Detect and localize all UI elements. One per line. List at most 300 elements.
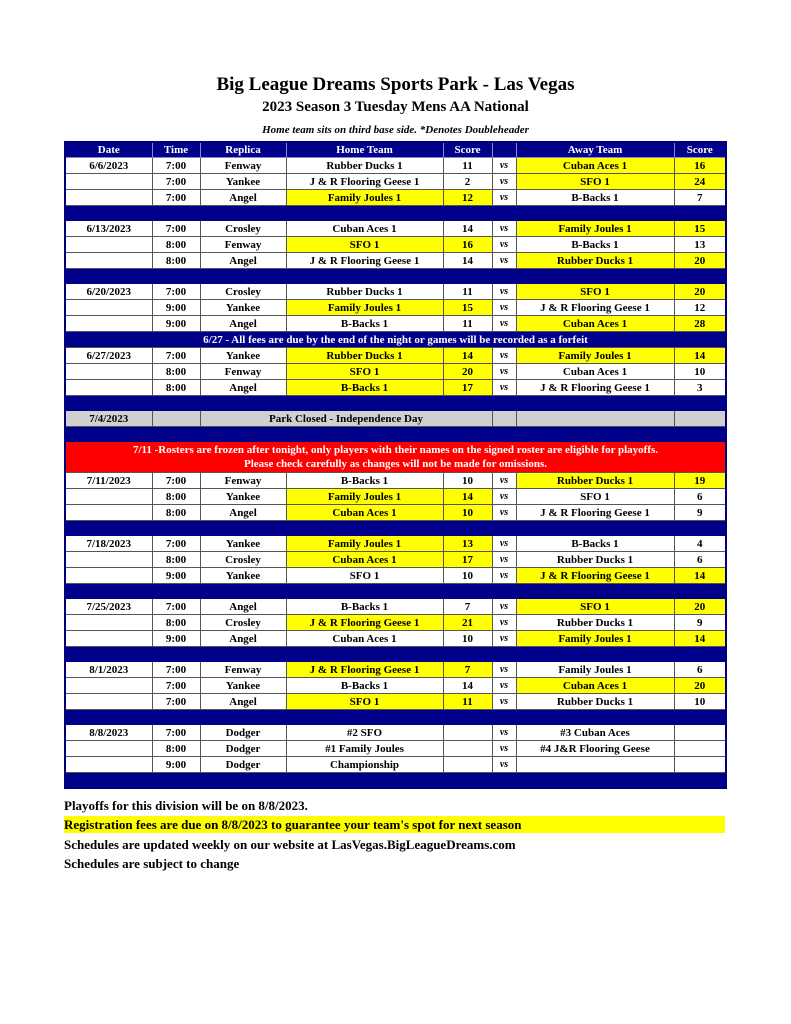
game-row	[65, 678, 726, 694]
separator-cell	[492, 206, 516, 221]
game-date: 6/6/2023	[65, 158, 152, 174]
away-team	[516, 757, 674, 773]
home-team: B-Backs 1	[286, 473, 443, 489]
game-row	[65, 631, 726, 647]
home-score: 14	[443, 678, 492, 694]
away-team: B-Backs 1	[516, 536, 674, 552]
separator-cell	[286, 521, 443, 536]
away-score: 28	[674, 316, 726, 332]
vs-label: vs	[492, 505, 516, 521]
away-team: J & R Flooring Geese 1	[516, 380, 674, 396]
separator-cell	[443, 396, 492, 411]
game-row	[65, 174, 726, 190]
away-team: Rubber Ducks 1	[516, 552, 674, 568]
game-row	[65, 253, 726, 269]
separator-cell	[152, 269, 200, 284]
away-team: Family Joules 1	[516, 348, 674, 364]
separator-cell	[492, 710, 516, 725]
home-team: Family Joules 1	[286, 489, 443, 505]
game-replica: Fenway	[200, 237, 286, 253]
separator-cell	[65, 269, 152, 284]
fee-notice: 6/27 - All fees are due by the end of the night or games will be recorded as a forfeit	[65, 332, 726, 348]
vs-label: vs	[492, 284, 516, 300]
game-time: 7:00	[152, 348, 200, 364]
separator-cell	[200, 647, 286, 662]
game-date	[65, 237, 152, 253]
game-time: 7:00	[152, 536, 200, 552]
home-team: J & R Flooring Geese 1	[286, 662, 443, 678]
separator-cell	[152, 396, 200, 411]
separator-cell	[443, 584, 492, 599]
game-date	[65, 253, 152, 269]
separator-cell	[65, 773, 152, 789]
game-row	[65, 300, 726, 316]
away-score: 16	[674, 158, 726, 174]
away-score: 4	[674, 536, 726, 552]
playoffs-note: Playoffs for this division will be on 8/8/2023.	[64, 798, 308, 813]
separator-cell	[492, 773, 516, 789]
game-replica: Crosley	[200, 552, 286, 568]
schedule-body	[65, 158, 726, 789]
away-score: 7	[674, 190, 726, 206]
game-row	[65, 741, 726, 757]
separator-cell	[674, 396, 726, 411]
home-score: 11	[443, 158, 492, 174]
separator-cell	[516, 710, 674, 725]
vs-label: vs	[492, 536, 516, 552]
away-team: Family Joules 1	[516, 662, 674, 678]
game-replica: Yankee	[200, 348, 286, 364]
separator-cell	[674, 773, 726, 789]
game-row	[65, 221, 726, 237]
separator-cell	[286, 269, 443, 284]
home-team: Rubber Ducks 1	[286, 284, 443, 300]
home-team: Rubber Ducks 1	[286, 348, 443, 364]
home-team: Cuban Aces 1	[286, 505, 443, 521]
home-score: 7	[443, 599, 492, 615]
game-date	[65, 190, 152, 206]
vs-label: vs	[492, 380, 516, 396]
schedule-table	[64, 141, 727, 789]
fee-notice-row	[65, 332, 726, 348]
game-row	[65, 662, 726, 678]
week-separator	[65, 521, 726, 536]
game-row	[65, 348, 726, 364]
away-score: 6	[674, 662, 726, 678]
away-score: 10	[674, 694, 726, 710]
vs-label: vs	[492, 757, 516, 773]
separator-cell	[516, 269, 674, 284]
week-separator	[65, 396, 726, 411]
game-row	[65, 615, 726, 631]
game-replica: Angel	[200, 380, 286, 396]
game-row	[65, 694, 726, 710]
game-date	[65, 694, 152, 710]
game-time: 8:00	[152, 615, 200, 631]
game-replica: Crosley	[200, 221, 286, 237]
col-away-team: Away Team	[516, 142, 674, 158]
away-score: 3	[674, 380, 726, 396]
week-separator	[65, 710, 726, 725]
vs-label: vs	[492, 599, 516, 615]
game-time: 7:00	[152, 725, 200, 741]
away-team: SFO 1	[516, 599, 674, 615]
game-replica: Fenway	[200, 158, 286, 174]
away-team: B-Backs 1	[516, 190, 674, 206]
away-team: Family Joules 1	[516, 221, 674, 237]
separator-cell	[152, 773, 200, 789]
home-team: Cuban Aces 1	[286, 552, 443, 568]
col-date: Date	[65, 142, 152, 158]
home-team: Championship	[286, 757, 443, 773]
separator-cell	[200, 396, 286, 411]
game-row	[65, 599, 726, 615]
game-date	[65, 741, 152, 757]
game-date: 8/1/2023	[65, 662, 152, 678]
game-date	[65, 174, 152, 190]
game-date	[65, 380, 152, 396]
separator-cell	[443, 427, 492, 442]
home-team: B-Backs 1	[286, 380, 443, 396]
separator-cell	[674, 584, 726, 599]
home-team: B-Backs 1	[286, 316, 443, 332]
separator-cell	[286, 427, 443, 442]
separator-cell	[492, 647, 516, 662]
game-date	[65, 678, 152, 694]
away-score	[674, 741, 726, 757]
separator-cell	[200, 521, 286, 536]
away-team: J & R Flooring Geese 1	[516, 505, 674, 521]
away-team: Rubber Ducks 1	[516, 473, 674, 489]
game-row	[65, 158, 726, 174]
game-date: 6/27/2023	[65, 348, 152, 364]
subject-to-change-note: Schedules are subject to change	[64, 856, 240, 871]
closed-row	[65, 411, 726, 427]
game-row	[65, 473, 726, 489]
game-replica: Yankee	[200, 536, 286, 552]
registration-note: Registration fees are due on 8/8/2023 to guarantee your team's spot for next season	[64, 816, 725, 833]
game-row	[65, 316, 726, 332]
separator-cell	[286, 206, 443, 221]
game-date	[65, 505, 152, 521]
game-row	[65, 757, 726, 773]
vs-label: vs	[492, 237, 516, 253]
away-team: J & R Flooring Geese 1	[516, 300, 674, 316]
separator-cell	[65, 206, 152, 221]
separator-cell	[152, 206, 200, 221]
game-row	[65, 725, 726, 741]
separator-cell	[674, 710, 726, 725]
vs-label: vs	[492, 300, 516, 316]
home-score: 21	[443, 615, 492, 631]
table-header-row	[65, 142, 726, 158]
vs-label: vs	[492, 568, 516, 584]
home-team: J & R Flooring Geese 1	[286, 615, 443, 631]
vs-label: vs	[492, 158, 516, 174]
vs-label: vs	[492, 473, 516, 489]
away-team: Cuban Aces 1	[516, 678, 674, 694]
home-score: 15	[443, 300, 492, 316]
game-date	[65, 615, 152, 631]
game-time: 9:00	[152, 631, 200, 647]
separator-cell	[443, 269, 492, 284]
away-score: 6	[674, 489, 726, 505]
away-score: 20	[674, 599, 726, 615]
home-team: J & R Flooring Geese 1	[286, 174, 443, 190]
home-team: SFO 1	[286, 364, 443, 380]
separator-cell	[674, 269, 726, 284]
game-date	[65, 364, 152, 380]
game-row	[65, 505, 726, 521]
game-row	[65, 190, 726, 206]
away-score: 20	[674, 253, 726, 269]
game-time: 8:00	[152, 237, 200, 253]
separator-cell	[152, 521, 200, 536]
vs-label: vs	[492, 316, 516, 332]
away-team: SFO 1	[516, 489, 674, 505]
away-team: SFO 1	[516, 284, 674, 300]
game-row	[65, 380, 726, 396]
game-date: 7/25/2023	[65, 599, 152, 615]
game-time: 7:00	[152, 473, 200, 489]
separator-cell	[65, 396, 152, 411]
separator-cell	[65, 427, 152, 442]
home-score: 14	[443, 348, 492, 364]
home-team: SFO 1	[286, 237, 443, 253]
game-date	[65, 631, 152, 647]
website-note: Schedules are updated weekly on our website at LasVegas.BigLeagueDreams.com	[64, 837, 516, 852]
game-replica: Angel	[200, 253, 286, 269]
vs-label: vs	[492, 741, 516, 757]
game-time: 8:00	[152, 552, 200, 568]
game-date	[65, 568, 152, 584]
col-vs	[492, 142, 516, 158]
game-date: 6/13/2023	[65, 221, 152, 237]
closed-text: Park Closed - Independence Day	[200, 411, 492, 427]
vs-label: vs	[492, 725, 516, 741]
away-team: B-Backs 1	[516, 237, 674, 253]
week-separator	[65, 773, 726, 789]
separator-cell	[443, 773, 492, 789]
game-time: 7:00	[152, 694, 200, 710]
away-score: 6	[674, 552, 726, 568]
game-row	[65, 237, 726, 253]
away-team: Rubber Ducks 1	[516, 615, 674, 631]
separator-cell	[65, 647, 152, 662]
game-date: 6/20/2023	[65, 284, 152, 300]
game-replica: Yankee	[200, 568, 286, 584]
game-date	[65, 552, 152, 568]
game-time: 8:00	[152, 489, 200, 505]
home-team: B-Backs 1	[286, 678, 443, 694]
separator-cell	[492, 269, 516, 284]
away-score: 14	[674, 348, 726, 364]
game-time: 7:00	[152, 174, 200, 190]
col-away-score: Score	[674, 142, 726, 158]
home-score: 7	[443, 662, 492, 678]
separator-cell	[200, 584, 286, 599]
game-time: 8:00	[152, 380, 200, 396]
game-replica: Angel	[200, 190, 286, 206]
vs-label: vs	[492, 253, 516, 269]
game-replica: Angel	[200, 694, 286, 710]
game-replica: Angel	[200, 631, 286, 647]
page-subtitle: 2023 Season 3 Tuesday Mens AA National	[262, 99, 529, 115]
home-score: 17	[443, 380, 492, 396]
game-time: 7:00	[152, 662, 200, 678]
game-time: 8:00	[152, 741, 200, 757]
separator-cell	[65, 584, 152, 599]
vs-label: vs	[492, 190, 516, 206]
game-time: 7:00	[152, 158, 200, 174]
separator-cell	[492, 584, 516, 599]
game-replica: Crosley	[200, 615, 286, 631]
game-date: 8/8/2023	[65, 725, 152, 741]
away-team: Cuban Aces 1	[516, 364, 674, 380]
away-team: Rubber Ducks 1	[516, 253, 674, 269]
home-score: 2	[443, 174, 492, 190]
home-score: 14	[443, 489, 492, 505]
game-date: 7/4/2023	[65, 411, 152, 427]
vs-label: vs	[492, 489, 516, 505]
empty-cell	[492, 411, 516, 427]
week-separator	[65, 647, 726, 662]
away-team: Cuban Aces 1	[516, 316, 674, 332]
game-replica: Angel	[200, 316, 286, 332]
game-date	[65, 489, 152, 505]
separator-cell	[65, 710, 152, 725]
week-separator	[65, 269, 726, 284]
game-date: 7/18/2023	[65, 536, 152, 552]
separator-cell	[200, 206, 286, 221]
game-replica: Angel	[200, 505, 286, 521]
home-score: 10	[443, 505, 492, 521]
away-score: 15	[674, 221, 726, 237]
separator-cell	[286, 584, 443, 599]
game-row	[65, 552, 726, 568]
game-time: 7:00	[152, 190, 200, 206]
empty-cell	[516, 411, 674, 427]
away-score: 9	[674, 615, 726, 631]
game-time: 8:00	[152, 253, 200, 269]
game-time: 7:00	[152, 221, 200, 237]
game-date	[65, 757, 152, 773]
vs-label: vs	[492, 174, 516, 190]
home-team: J & R Flooring Geese 1	[286, 253, 443, 269]
empty-cell	[674, 411, 726, 427]
separator-cell	[200, 710, 286, 725]
game-date	[65, 300, 152, 316]
separator-cell	[286, 710, 443, 725]
col-time: Time	[152, 142, 200, 158]
empty-cell	[152, 411, 200, 427]
separator-cell	[443, 647, 492, 662]
game-replica: Dodger	[200, 757, 286, 773]
week-separator	[65, 206, 726, 221]
vs-label: vs	[492, 364, 516, 380]
game-time: 9:00	[152, 568, 200, 584]
vs-label: vs	[492, 221, 516, 237]
vs-label: vs	[492, 631, 516, 647]
game-replica: Yankee	[200, 489, 286, 505]
home-score	[443, 725, 492, 741]
away-team: #4 J&R Flooring Geese	[516, 741, 674, 757]
separator-cell	[286, 396, 443, 411]
game-time: 8:00	[152, 505, 200, 521]
home-team: Rubber Ducks 1	[286, 158, 443, 174]
separator-cell	[152, 710, 200, 725]
home-score: 17	[443, 552, 492, 568]
roster-freeze-notice	[65, 442, 726, 473]
away-score: 20	[674, 284, 726, 300]
away-team: SFO 1	[516, 174, 674, 190]
vs-label: vs	[492, 348, 516, 364]
away-score: 13	[674, 237, 726, 253]
separator-cell	[674, 521, 726, 536]
separator-cell	[674, 647, 726, 662]
vs-label: vs	[492, 694, 516, 710]
home-team: Family Joules 1	[286, 300, 443, 316]
game-row	[65, 568, 726, 584]
home-score: 14	[443, 221, 492, 237]
game-time: 8:00	[152, 364, 200, 380]
away-score: 14	[674, 568, 726, 584]
game-replica: Yankee	[200, 678, 286, 694]
home-score: 20	[443, 364, 492, 380]
away-score: 12	[674, 300, 726, 316]
game-replica: Yankee	[200, 174, 286, 190]
home-team: Cuban Aces 1	[286, 221, 443, 237]
game-time: 9:00	[152, 316, 200, 332]
col-home-team: Home Team	[286, 142, 443, 158]
home-score: 12	[443, 190, 492, 206]
home-score: 11	[443, 284, 492, 300]
away-score	[674, 725, 726, 741]
week-separator	[65, 427, 726, 442]
home-score: 10	[443, 473, 492, 489]
separator-cell	[443, 206, 492, 221]
home-score	[443, 757, 492, 773]
separator-cell	[516, 206, 674, 221]
away-score: 20	[674, 678, 726, 694]
separator-cell	[443, 521, 492, 536]
home-score: 13	[443, 536, 492, 552]
page-title: Big League Dreams Sports Park - Las Vegas	[216, 74, 575, 95]
away-team: Cuban Aces 1	[516, 158, 674, 174]
header-note: Home team sits on third base side. *Denotes Doubleheader	[262, 124, 529, 136]
home-score: 10	[443, 568, 492, 584]
vs-label: vs	[492, 615, 516, 631]
separator-cell	[200, 773, 286, 789]
home-team: SFO 1	[286, 568, 443, 584]
game-time: 9:00	[152, 300, 200, 316]
home-team: B-Backs 1	[286, 599, 443, 615]
game-replica: Dodger	[200, 725, 286, 741]
home-score: 10	[443, 631, 492, 647]
roster-freeze-line: 7/11 -Rosters are frozen after tonight, only players with their names on the signed roster are eligible for playoffs.	[132, 444, 659, 456]
game-replica: Fenway	[200, 662, 286, 678]
game-replica: Angel	[200, 599, 286, 615]
vs-label: vs	[492, 662, 516, 678]
game-date	[65, 316, 152, 332]
home-score: 11	[443, 694, 492, 710]
game-row	[65, 364, 726, 380]
away-score: 14	[674, 631, 726, 647]
home-team: Family Joules 1	[286, 190, 443, 206]
separator-cell	[443, 710, 492, 725]
home-team: Family Joules 1	[286, 536, 443, 552]
home-score: 16	[443, 237, 492, 253]
